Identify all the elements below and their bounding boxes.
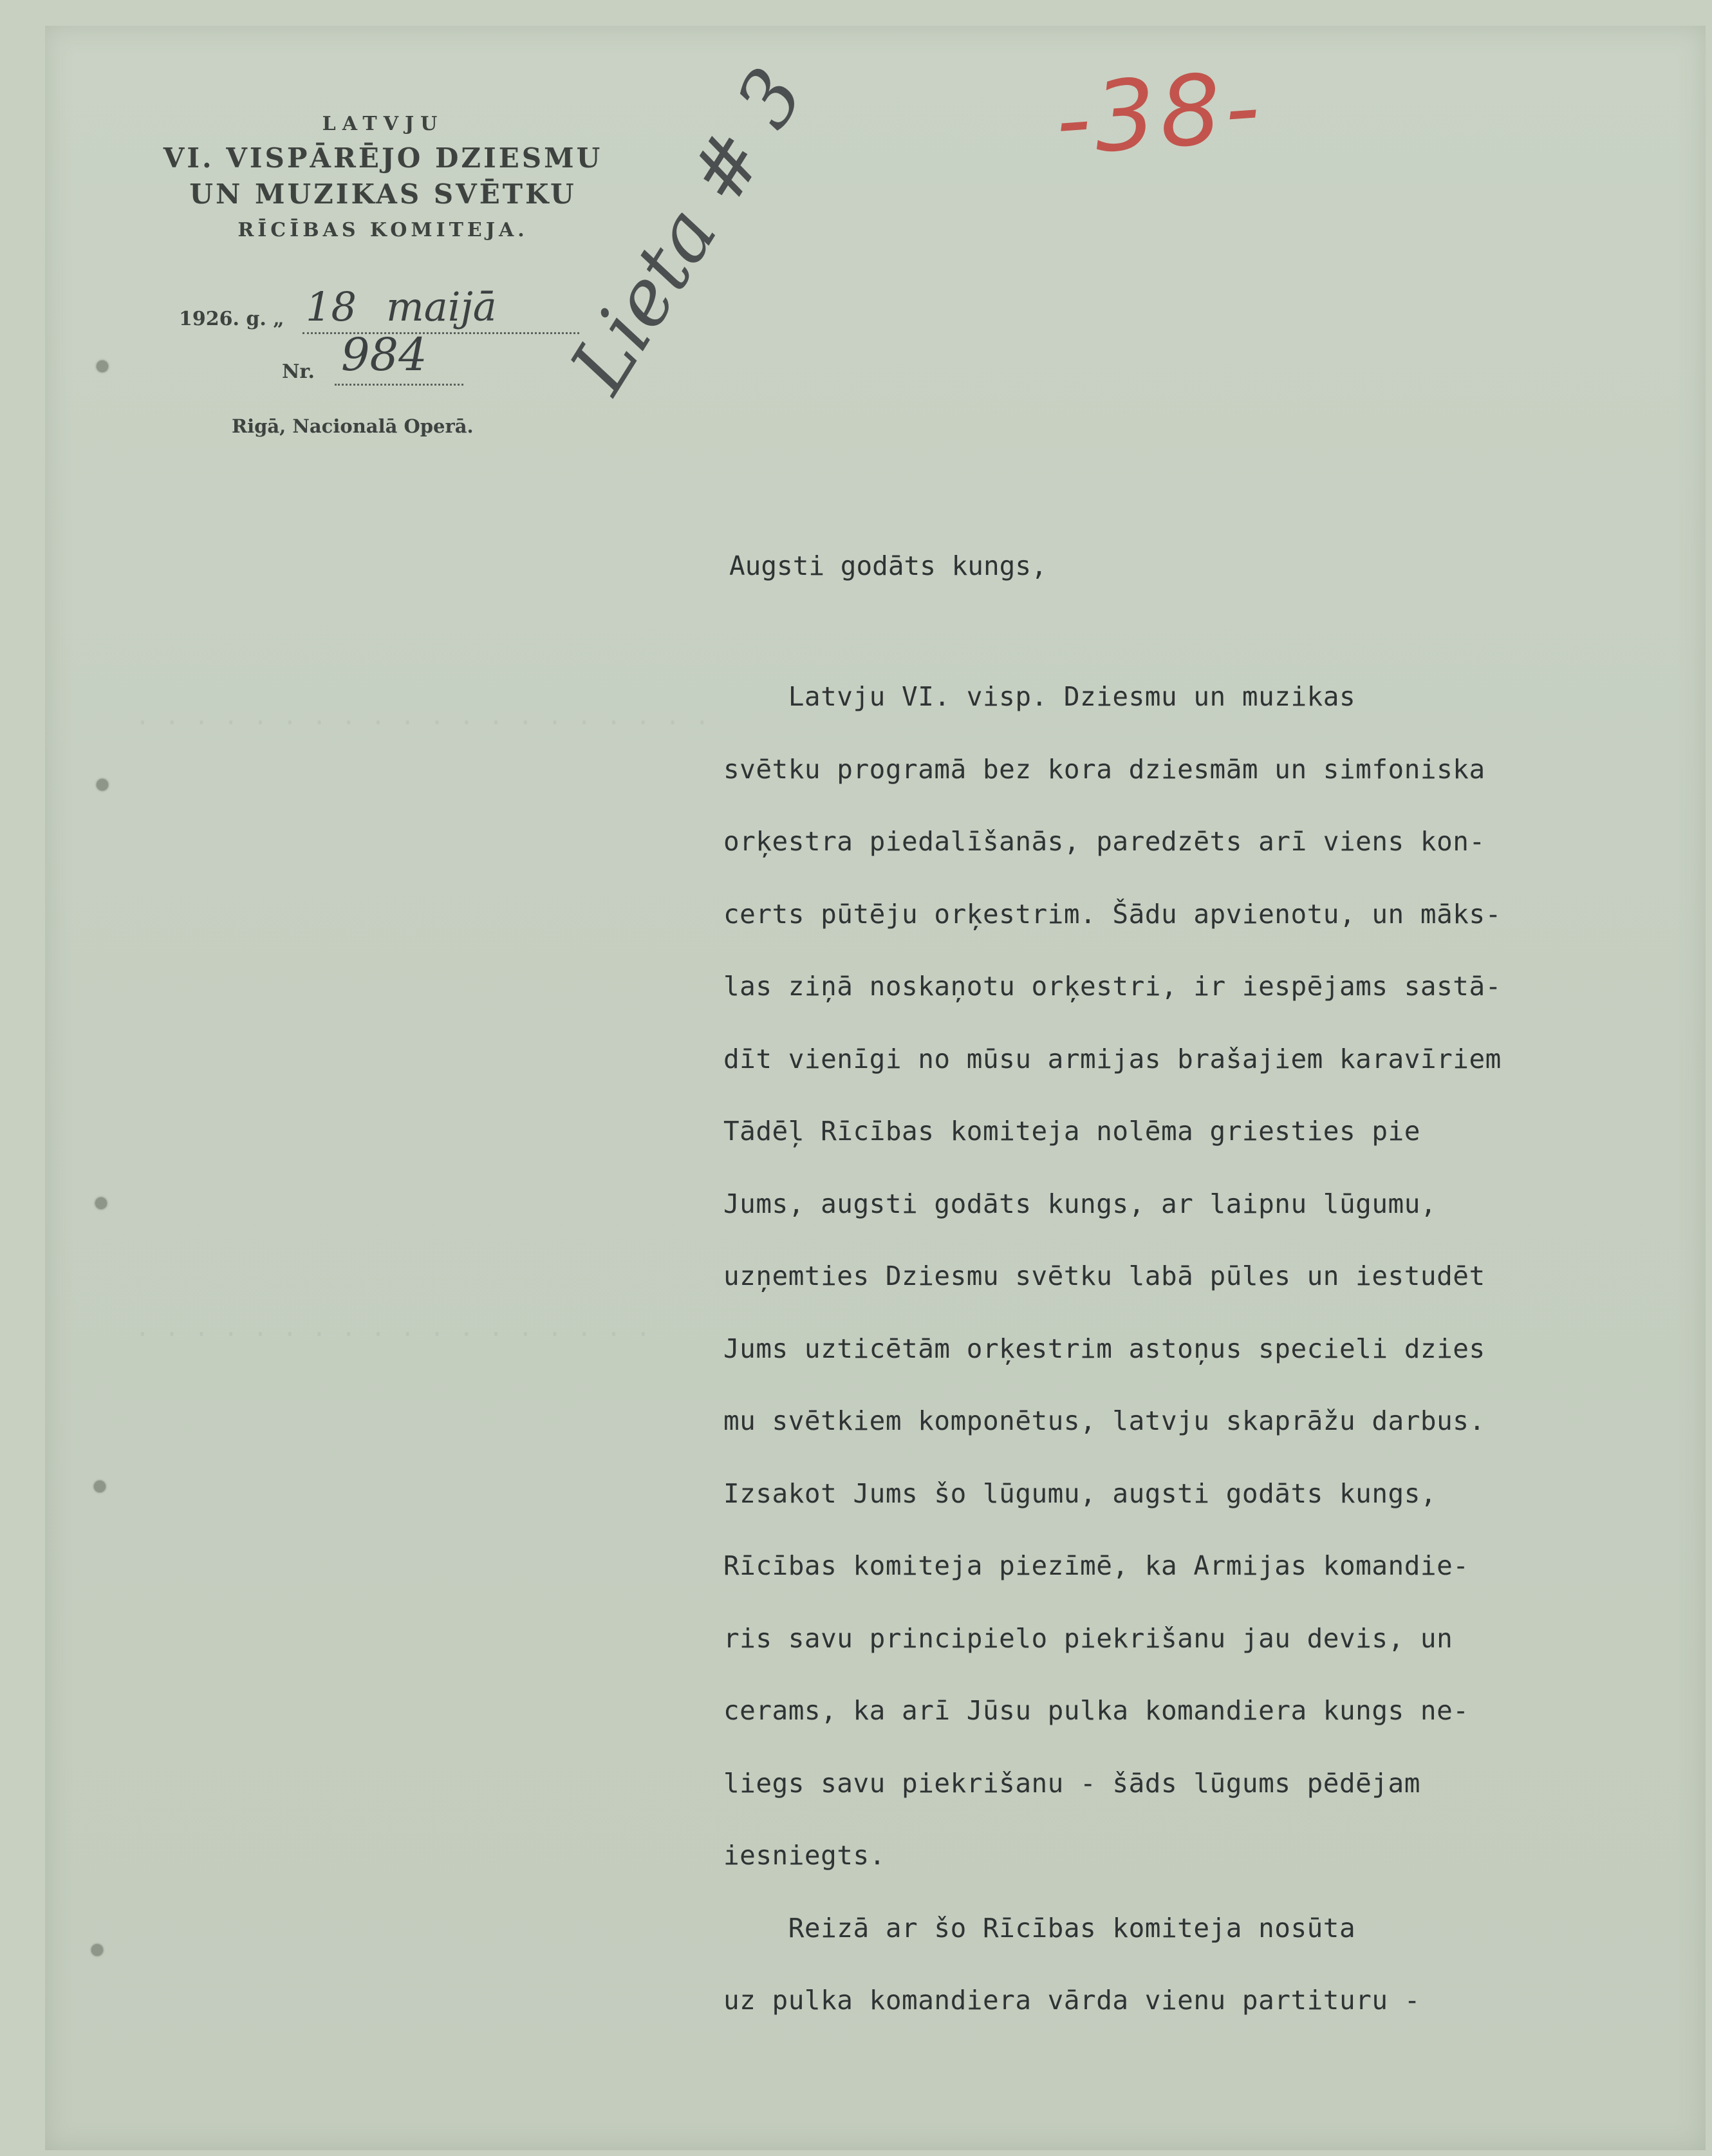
letter-line: liegs savu piekrišanu - šāds lūgums pēdējam <box>723 1767 1420 1799</box>
letter-line: Jums, augsti godāts kungs, ar laipnu lūgumu, <box>723 1188 1437 1219</box>
punch-hole <box>95 1197 107 1209</box>
letterhead-title: VI. VISPĀRĒJO DZIESMU <box>163 142 603 174</box>
letter-line: las ziņā noskaņotu orķestri, ir iespējams sastā- <box>723 971 1502 1002</box>
date-month: maijā <box>386 283 497 330</box>
handwritten-side-note: Lieta # 3 <box>554 53 821 408</box>
date-prefix: 1926. g. „ <box>179 308 284 330</box>
bleed-through-text: . . . . . . . . . . . . . . . . . . . . <box>135 702 710 730</box>
address: Rigā, Nacionalā Operā. <box>232 415 474 437</box>
letterhead-committee: RĪCĪBAS KOMITEJA. <box>237 219 528 241</box>
salutation: Augsti godāts kungs, <box>729 550 1047 581</box>
letter-line: ris savu principielo piekrišanu jau devis, un <box>723 1622 1453 1654</box>
letter-line: iesniegts. <box>723 1840 886 1871</box>
letter-line: Jums uzticētām orķestrim astoņus specieli dzies <box>723 1333 1485 1364</box>
letter-line: certs pūtēju orķestrim. Šādu apvienotu, un māks- <box>723 898 1502 930</box>
page-number: -38- <box>1052 50 1267 178</box>
letter-line: Rīcības komiteja piezīmē, ka Armijas komandie- <box>723 1550 1469 1581</box>
letter-line: orķestra piedalīšanās, paredzēts arī viens kon- <box>723 826 1485 857</box>
letter-line: uz pulka komandiera vārda vienu partituru - <box>723 1985 1420 2016</box>
punch-hole <box>94 1481 106 1492</box>
letter-paper <box>45 26 1706 2150</box>
number-label: Nr. <box>282 361 315 383</box>
date-day: 18 <box>306 283 357 330</box>
letter-line: Izsakot Jums šo lūgumu, augsti godāts kungs, <box>723 1477 1437 1509</box>
letter-line: Latvju VI. visp. Dziesmu un muzikas <box>723 681 1356 712</box>
letter-line: svētku programā bez kora dziesmām un simfoniska <box>723 753 1485 785</box>
letter-line: mu svētkiem komponētus, latvju skaprāžu darbus. <box>723 1405 1485 1436</box>
letter-line: cerams, ka arī Jūsu pulka komandiera kungs ne- <box>723 1695 1469 1726</box>
letter-line: Tādēļ Rīcības komiteja nolēma griesties pie <box>723 1116 1420 1147</box>
letterhead-title: UN MUZIKAS SVĒTKU <box>189 178 577 210</box>
letter-line: Reizā ar šo Rīcības komiteja nosūta <box>723 1912 1356 1944</box>
letter-line: dīt vienīgi no mūsu armijas brašajiem karavīriem <box>723 1043 1502 1074</box>
punch-hole <box>91 1944 103 1956</box>
punch-hole <box>97 361 108 372</box>
bleed-through-text: . . . . . . . . . . . . . . . . . . <box>135 1313 651 1342</box>
punch-hole <box>97 779 108 791</box>
letter-line: uzņemties Dziesmu svētku labā pūles un iestudēt <box>723 1261 1485 1291</box>
number-dotted-line <box>335 384 463 386</box>
number-value: 984 <box>341 328 427 381</box>
letterhead <box>129 113 637 261</box>
letterhead-line: LATVJU <box>322 113 444 135</box>
